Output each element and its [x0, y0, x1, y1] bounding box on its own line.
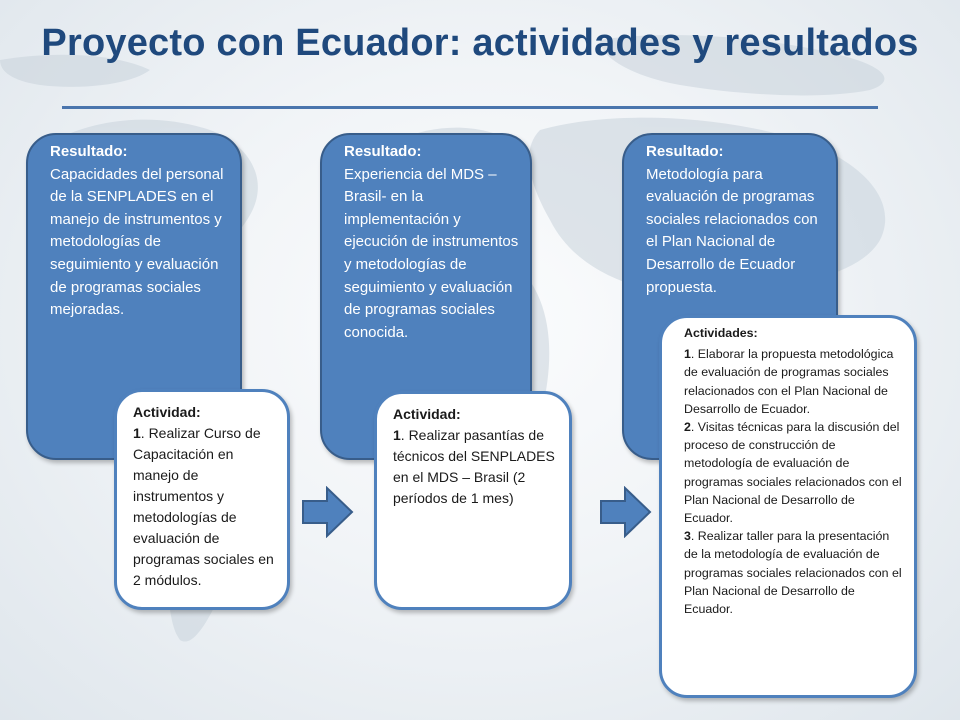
result-text: Capacidades del personal de la SENPLADES en el manejo de instrumentos y metodologías de seguimiento y evaluación de programas sociales mejoradas. — [50, 165, 224, 319]
arrow-right-icon — [302, 486, 354, 538]
activity-number: 3 — [684, 529, 691, 544]
activity-item — [393, 425, 559, 509]
page-title: Proyecto con Ecuador: actividades y resultados — [41, 22, 919, 64]
title-divider — [62, 106, 878, 109]
activity-item — [684, 418, 904, 527]
activity-box-2 — [374, 391, 572, 610]
activity-item — [684, 527, 904, 618]
activity-text: . Elaborar la propuesta metodológica de evaluación de programas sociales relacionados con el Plan Nacional de Desarrollo de Ecuador. — [684, 347, 894, 416]
activity-text: . Visitas técnicas para la discusión del proceso de construcción de metodología de evaluación de programas sociales relacionados con el Plan Nacional de Desarrollo de Ecuador. — [684, 420, 902, 526]
result-text: Metodología para evaluación de programas sociales relacionados con el Plan Nacional de Desarrollo de Ecuador propuesta. — [646, 165, 818, 296]
result-heading: Resultado: — [50, 143, 128, 160]
activity-box-3 — [659, 315, 917, 698]
activity-text: . Realizar Curso de Capacitación en manejo de instrumentos y metodologías de evaluación de programas sociales en 2 módulos. — [133, 425, 274, 588]
activity-box-1 — [114, 389, 290, 610]
activity-heading: Actividad: — [133, 404, 201, 420]
arrow-right-icon — [600, 486, 652, 538]
activity-number: 2 — [684, 420, 691, 435]
result-heading: Resultado: — [646, 143, 724, 160]
activity-number: 1 — [684, 347, 691, 362]
activity-number: 1 — [133, 425, 141, 441]
activity-heading: Actividad: — [393, 406, 461, 422]
activity-heading: Actividades: — [684, 326, 758, 340]
activity-text: . Realizar taller para la presentación de la metodología de evaluación de programas sociales relacionados con el Plan Nacional de Desarrollo de Ecuador. — [684, 529, 902, 617]
activity-item — [684, 345, 904, 418]
activity-text: . Realizar pasantías de técnicos del SENPLADES en el MDS – Brasil (2 períodos de 1 mes) — [393, 427, 555, 506]
result-text: Experiencia del MDS – Brasil- en la implementación y ejecución de instrumentos y metodologías de seguimiento y evaluación de programas sociales conocida. — [344, 165, 519, 341]
result-heading: Resultado: — [344, 143, 422, 160]
activity-number: 1 — [393, 427, 401, 443]
activity-item — [133, 423, 277, 591]
